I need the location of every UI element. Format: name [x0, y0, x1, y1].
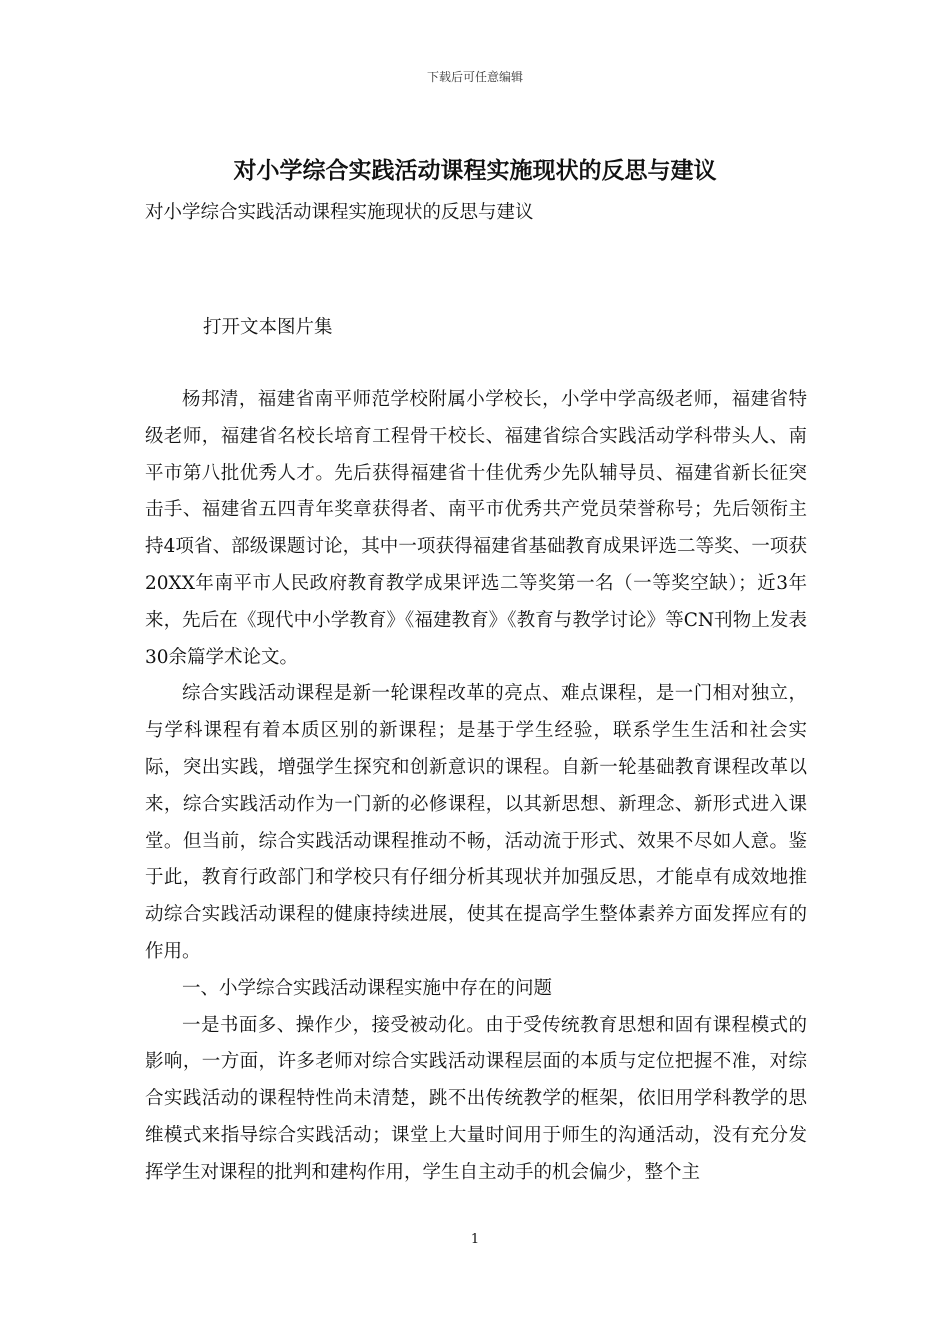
header-note: 下载后可任意编辑 [426, 70, 523, 84]
intro-paragraph: 综合实践活动课程是新一轮课程改革的亮点、难点课程，是一门相对独立，与学科课程有着本质区别的新课程；是基于学生经验，联系学生生活和社会实际，突出实践，增强学生探究和创新意识的课程。自新一轮基础教育课程改革以来，综合实践活动作为一门新的必修课程，以其新思想、新理念、新形式进入课堂。但当前，综合实践活动课程推动不畅，活动流于形式、效果不尽如人意。鉴于此，教育行政部门和学校只有仔细分析其现状并加强反思，才能卓有成效地推动综合实践活动课程的健康持续进展，使其在提高学生整体素养方面发挥应有的作用。 [145, 683, 807, 962]
document-title: 对小学综合实践活动课程实施现状的反思与建议 [233, 157, 717, 184]
document-body [145, 382, 807, 1192]
page-number: 1 [470, 1232, 480, 1247]
problem-paragraph: 一是书面多、操作少，接受被动化。由于受传统教育思想和固有课程模式的影响，一方面，许多老师对综合实践活动课程层面的本质与定位把握不准，对综合实践活动的课程特性尚未清楚，跳不出传统教学的框架，依旧用学科教学的思维模式来指导综合实践活动；课堂上大量时间用于师生的沟通活动，没有充分发挥学生对课程的批判和建构作用，学生自主动手的机会偏少，整个主 [145, 1014, 807, 1183]
author-bio-paragraph: 杨邦清，福建省南平师范学校附属小学校长，小学中学高级老师，福建省特级老师，福建省名校长培育工程骨干校长、福建省综合实践活动学科带头人、南平市第八批优秀人才。先后获得福建省十佳优秀少先队辅导员、福建省新长征突击手、福建省五四青年奖章获得者、南平市优秀共产党员荣誉称号；先后领衔主持4项省、部级课题讨论，其中一项获得福建省基础教育成果评选二等奖、一项获20XX年南平市人民政府教育教学成果评选二等奖第一名（一等奖空缺）；近3年来，先后在《现代中小学教育》《福建教育》《教育与教学讨论》等CN刊物上发表30余篇学术论文。 [145, 389, 807, 668]
section-heading: 一、小学综合实践活动课程实施中存在的问题 [182, 977, 553, 999]
open-image-gallery-link[interactable]: 打开文本图片集 [203, 317, 333, 338]
document-subtitle: 对小学综合实践活动课程实施现状的反思与建议 [145, 202, 534, 223]
